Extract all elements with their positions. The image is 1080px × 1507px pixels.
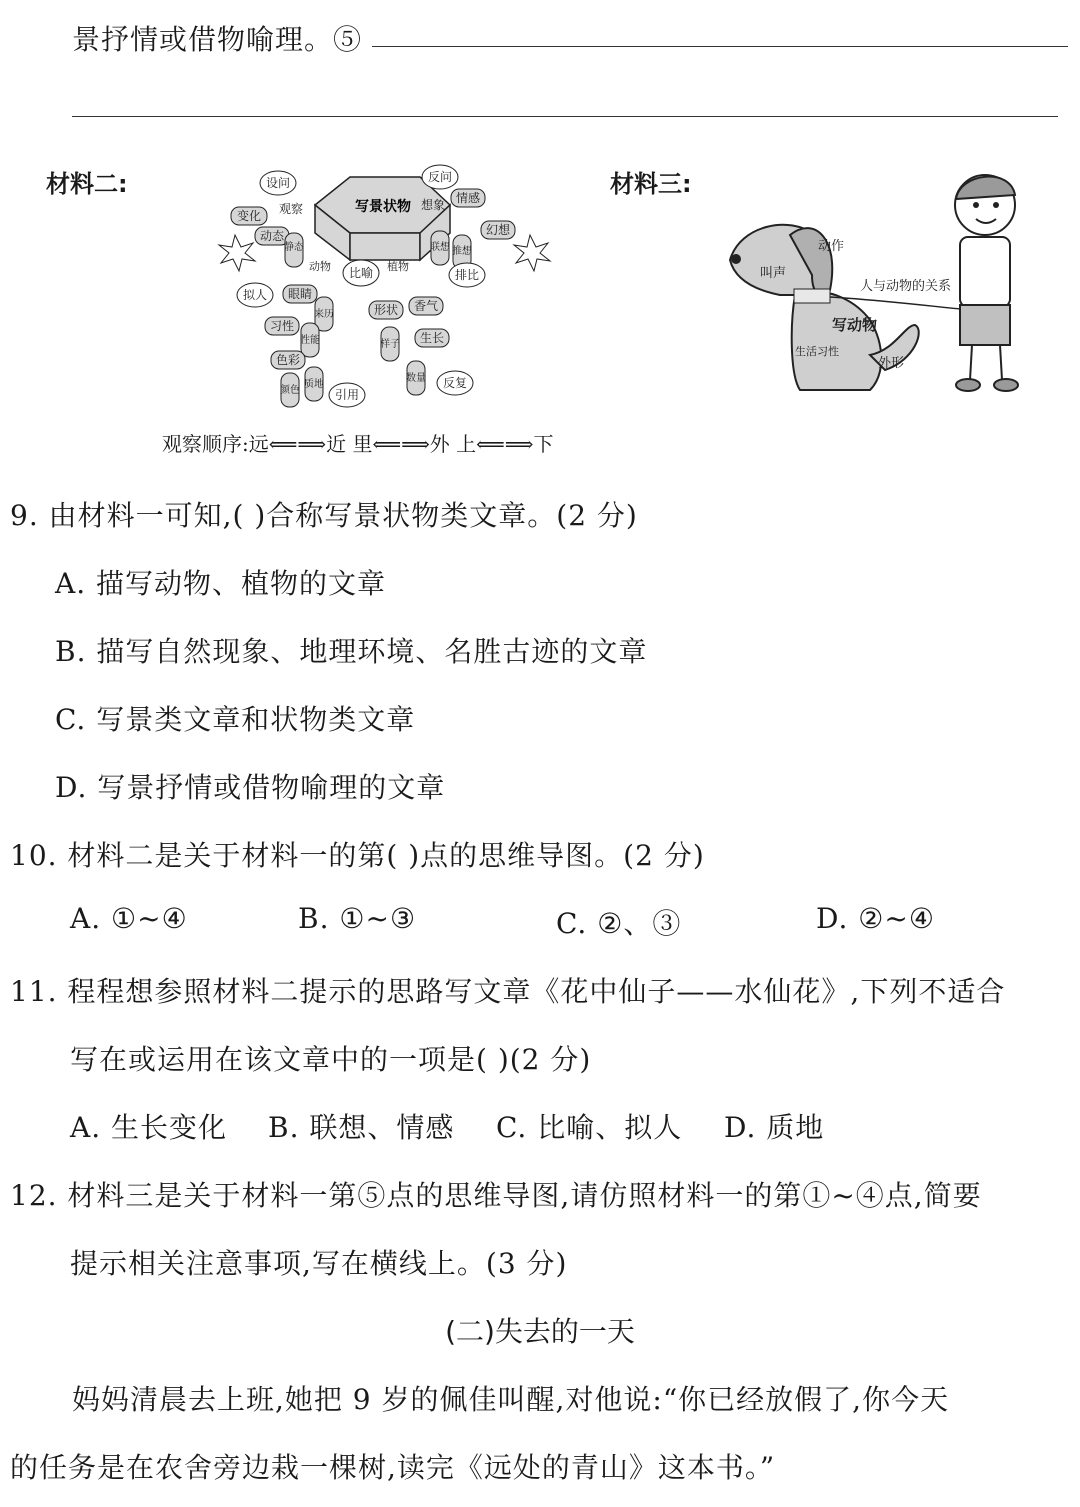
passage-line-2: 的任务是在农舍旁边栽一棵树,读完《远处的青山》这本书。”	[10, 1451, 776, 1484]
label-shenghuo-xixing: 生活习性	[795, 345, 839, 358]
svg-text:性能: 性能	[300, 335, 320, 346]
q11-option-a: A. 生长变化	[70, 1111, 228, 1144]
starburst-left	[219, 235, 255, 271]
node-fanfu	[437, 371, 473, 395]
question-11-stem: 11. 程程想参照材料二提示的思路写文章《花中仙子——水仙花》,下列不适合	[10, 975, 1006, 1008]
node-yinyong	[329, 383, 365, 407]
boy-hair	[956, 177, 1015, 199]
svg-text:推想: 推想	[452, 246, 472, 257]
node-guancha: 观察	[278, 202, 304, 216]
q10-option-b: B. ①~③	[298, 902, 417, 935]
boy-shoe-right	[994, 379, 1018, 391]
node-bianhua	[231, 207, 267, 225]
boy-leg-right	[1000, 345, 1002, 380]
dog-collar	[794, 289, 830, 303]
node-xingneng	[300, 323, 320, 357]
node-biyu	[343, 260, 379, 286]
dog-body	[792, 292, 882, 390]
observation-order: 观察顺序:远⟸⟹近 里⟸⟹外 上⟸⟹下	[162, 432, 554, 456]
node-shuliang	[406, 361, 426, 395]
text-line-top: 景抒情或借物喻理。⑤	[72, 23, 363, 56]
node-jingtai	[284, 233, 305, 267]
label-jiaosheng: 叫声	[760, 266, 787, 281]
svg-text:设问: 设问	[265, 176, 291, 190]
svg-text:样子: 样子	[380, 339, 400, 350]
node-qinggan	[451, 189, 485, 207]
passage-line-1: 妈妈清晨去上班,她把 9 岁的佩佳叫醒,对他说:“你已经放假了,你今天	[72, 1383, 950, 1416]
node-niren	[237, 283, 273, 307]
svg-text:拟人: 拟人	[242, 288, 268, 302]
boy-eye-right	[993, 202, 999, 208]
svg-text:生长: 生长	[419, 331, 445, 345]
svg-text:比喻: 比喻	[348, 266, 374, 280]
svg-text:来历: 来历	[314, 309, 334, 320]
material-3-label: 材料三:	[610, 170, 692, 198]
q9-option-a: A. 描写动物、植物的文章	[55, 567, 387, 600]
svg-text:形状: 形状	[373, 303, 399, 317]
node-zhidi	[304, 367, 324, 401]
svg-text:反复: 反复	[442, 376, 468, 390]
material-3-illustration	[720, 155, 1065, 400]
svg-text:动态: 动态	[259, 229, 285, 243]
svg-text:引用: 引用	[334, 388, 360, 402]
node-zhiwu: 植物	[387, 260, 409, 273]
svg-text:色彩: 色彩	[275, 353, 301, 367]
svg-text:质地: 质地	[304, 379, 324, 390]
node-xiangqi	[409, 297, 443, 315]
svg-text:反问: 反问	[427, 170, 453, 184]
boy-shirt	[960, 237, 1010, 307]
label-xie-dongwu: 写动物	[832, 316, 878, 334]
hexagon-side-front	[350, 233, 420, 260]
question-12-stem-cont: 提示相关注意事项,写在横线上。(3 分)	[70, 1247, 568, 1280]
starburst-right	[514, 235, 550, 271]
node-lianxiang	[430, 231, 451, 265]
boy-eye-left	[973, 202, 979, 208]
svg-text:联想: 联想	[430, 242, 450, 253]
svg-text:静态: 静态	[284, 242, 304, 253]
question-9-stem: 9. 由材料一可知,( )合称写景状物类文章。(2 分)	[10, 499, 638, 532]
svg-text:排比: 排比	[454, 268, 480, 282]
node-dongwu: 动物	[309, 260, 331, 273]
boy-shoe-left	[956, 379, 980, 391]
leash-label: 人与动物的关系	[860, 279, 952, 294]
question-10-stem: 10. 材料二是关于材料一的第( )点的思维导图。(2 分)	[10, 839, 705, 872]
node-paibi	[449, 263, 485, 287]
answer-blank-line-1	[372, 46, 1068, 47]
svg-text:数量: 数量	[406, 373, 426, 384]
node-xiangxiang: 想象	[420, 198, 446, 212]
q10-option-d: D. ②~④	[816, 902, 935, 935]
node-secai	[271, 351, 305, 369]
label-dongzuo: 动作	[818, 239, 845, 254]
answer-blank-line-2	[72, 116, 1058, 117]
material-2-mind-map	[215, 155, 555, 420]
node-xixing	[265, 317, 299, 335]
svg-text:幻想: 幻想	[485, 223, 511, 237]
section-title: (二)失去的一天	[445, 1315, 635, 1348]
svg-text:情感: 情感	[455, 191, 481, 205]
boy-shorts	[960, 305, 1010, 345]
q9-option-b: B. 描写自然现象、地理环境、名胜古迹的文章	[55, 635, 648, 668]
node-yangzi	[380, 327, 400, 361]
dog-nose	[731, 254, 741, 264]
q9-option-d: D. 写景抒情或借物喻理的文章	[55, 771, 446, 804]
svg-text:眼睛: 眼睛	[287, 287, 313, 301]
svg-text:颜色: 颜色	[280, 385, 300, 396]
node-huanxiang	[481, 221, 515, 239]
q11-option-b: B. 联想、情感	[268, 1111, 455, 1144]
q9-option-c: C. 写景类文章和状物类文章	[55, 703, 416, 736]
q10-option-a: A. ①~④	[70, 902, 188, 935]
q10-option-c: C. ②、③	[556, 907, 682, 940]
label-waixing: 外形	[878, 356, 905, 371]
svg-text:习性: 习性	[269, 319, 295, 333]
boy-leg-left	[970, 345, 972, 380]
node-xingzhuang	[369, 301, 403, 319]
node-shengzhang	[415, 329, 449, 347]
question-11-stem-cont: 写在或运用在该文章中的一项是( )(2 分)	[70, 1043, 592, 1076]
question-12-stem: 12. 材料三是关于材料一第⑤点的思维导图,请仿照材料一的第①~④点,简要	[10, 1179, 982, 1212]
svg-text:变化: 变化	[236, 209, 262, 223]
hub-label: 写景状物	[355, 199, 411, 215]
node-yanjing	[283, 285, 317, 303]
material-2-label: 材料二:	[46, 170, 128, 198]
q11-option-d: D. 质地	[724, 1111, 825, 1144]
q11-option-c: C. 比喻、拟人	[496, 1111, 683, 1144]
node-yanse	[280, 373, 300, 407]
node-fanwen	[422, 165, 458, 189]
svg-text:香气: 香气	[413, 299, 439, 313]
node-shewen	[260, 171, 296, 195]
